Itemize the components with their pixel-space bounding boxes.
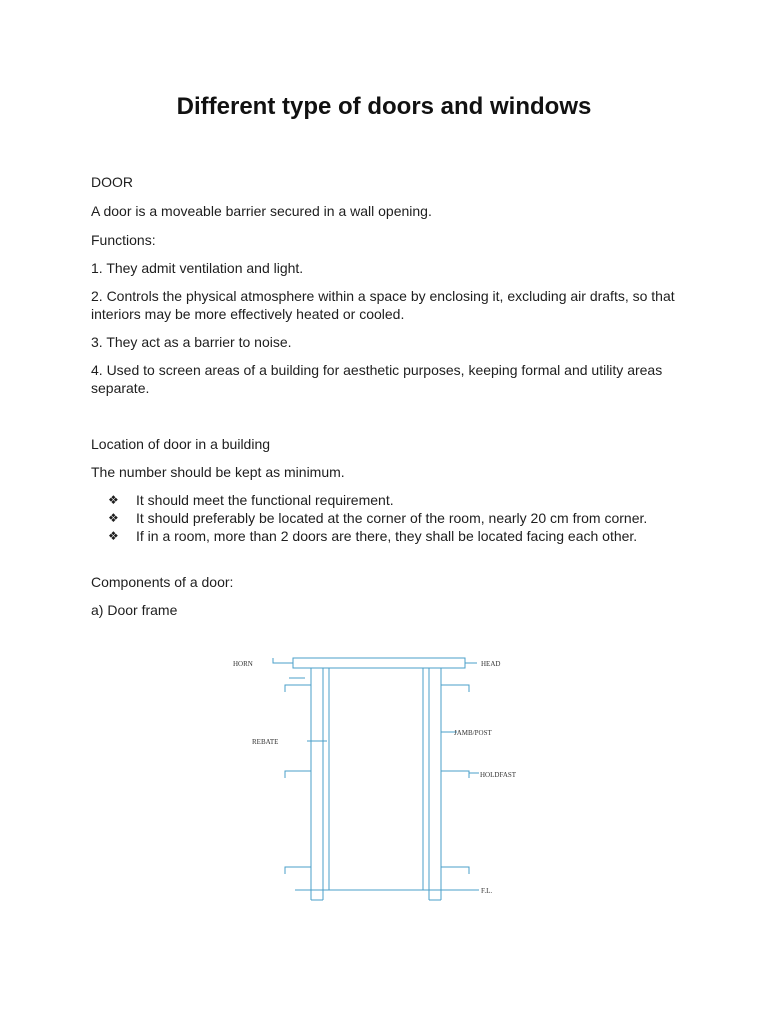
- diamond-bullet-icon: ❖: [108, 511, 119, 525]
- function-item: 4. Used to screen areas of a building for aesthetic purposes, keeping formal and utility areas separate.: [91, 362, 663, 396]
- list-item: [108, 491, 688, 509]
- door-definition: A door is a moveable barrier secured in a wall opening.: [91, 203, 432, 219]
- label-rebate: REBATE: [252, 738, 279, 746]
- bullet-text: It should meet the functional requirement.: [136, 492, 394, 508]
- diamond-bullet-icon: ❖: [108, 529, 119, 543]
- label-horn: HORN: [233, 660, 253, 668]
- bullet-text: It should preferably be located at the corner of the room, nearly 20 cm from corner.: [136, 510, 648, 526]
- label-jamb-post: JAMB/POST: [454, 729, 492, 737]
- functions-heading: Functions:: [91, 232, 156, 248]
- page-title: Different type of doors and windows: [176, 93, 592, 120]
- list-item: [108, 509, 688, 527]
- components-heading: Components of a door:: [91, 574, 234, 590]
- diamond-bullet-icon: ❖: [108, 493, 119, 507]
- bullet-text: If in a room, more than 2 doors are there, they shall be located facing each other.: [136, 528, 638, 544]
- horn-pointer: [273, 658, 293, 663]
- list-item: [108, 527, 688, 545]
- section-heading-door: DOOR: [91, 174, 133, 190]
- label-holdfast: HOLDFAST: [480, 771, 517, 779]
- door-head-member: [293, 658, 465, 668]
- location-intro: The number should be kept as minimum.: [91, 464, 345, 480]
- right-holdfast: [441, 685, 469, 692]
- location-heading: Location of door in a building: [91, 436, 271, 452]
- door-frame-diagram: [225, 645, 545, 910]
- left-holdfast: [285, 771, 311, 778]
- left-holdfast: [285, 867, 311, 874]
- label-head: HEAD: [481, 660, 501, 668]
- right-holdfast: [441, 867, 469, 874]
- left-holdfast: [285, 685, 311, 692]
- component-a-label: a) Door frame: [91, 602, 178, 618]
- right-holdfast: [441, 771, 469, 778]
- function-item: 2. Controls the physical atmosphere within a space by enclosing it, excluding air drafts, so that interiors may be more effectively heated or cooled.: [91, 288, 675, 322]
- label-floor-level: F.L.: [481, 887, 493, 895]
- location-bullet-list: [108, 491, 688, 545]
- function-item: 1. They admit ventilation and light.: [91, 260, 304, 276]
- function-item: 3. They act as a barrier to noise.: [91, 334, 292, 350]
